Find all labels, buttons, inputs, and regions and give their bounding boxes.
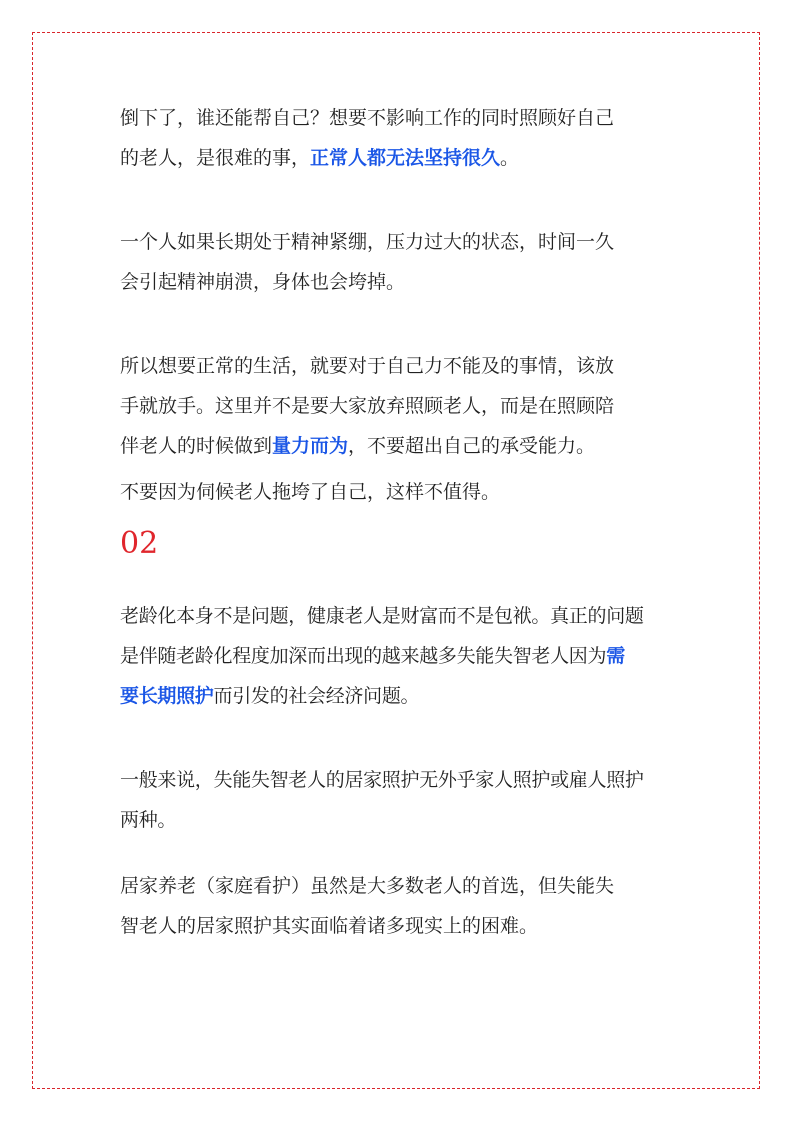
text: 伴老人的时候做到 bbox=[120, 435, 273, 457]
text: 的老人，是很难的事， bbox=[120, 147, 311, 169]
paragraph-6 bbox=[120, 760, 680, 840]
paragraph-5-line-3 bbox=[120, 676, 680, 716]
paragraph-5-line-1: 老龄化本身不是问题，健康老人是财富而不是包袱。真正的问题 bbox=[120, 605, 644, 627]
paragraph-7 bbox=[120, 866, 680, 946]
highlight-text: 要长期照护 bbox=[120, 685, 214, 707]
highlight-text: 量力而为 bbox=[272, 435, 349, 457]
paragraph-1-line-1: 倒下了，谁还能帮自己？想要不影响工作的同时照顾好自己 bbox=[120, 107, 615, 129]
paragraph-1-line-2 bbox=[120, 138, 680, 178]
paragraph-2-line-2: 会引起精神崩溃，身体也会垮掉。 bbox=[120, 271, 406, 293]
paragraph-3-line-2: 手就放手。这里并不是要大家放弃照顾老人，而是在照顾陪 bbox=[120, 395, 615, 417]
highlight-text: 正常人都无法坚持很久 bbox=[310, 147, 501, 169]
paragraph-3-line-1: 所以想要正常的生活，就要对于自己力不能及的事情，该放 bbox=[120, 355, 615, 377]
text: 而引发的社会经济问题。 bbox=[213, 685, 420, 707]
paragraph-7-line-1: 居家养老（家庭看护）虽然是大多数老人的首选，但失能失 bbox=[120, 875, 615, 897]
paragraph-5-line-2 bbox=[120, 636, 680, 676]
paragraph-3 bbox=[120, 346, 680, 466]
text: 是伴随老龄化程度加深而出现的越来越多失能失智老人因为 bbox=[120, 645, 607, 667]
paragraph-5 bbox=[120, 596, 680, 716]
paragraph-7-line-2: 智老人的居家照护其实面临着诸多现实上的困难。 bbox=[120, 915, 539, 937]
paragraph-4-line-1: 不要因为伺候老人拖垮了自己，这样不值得。 bbox=[120, 481, 501, 503]
paragraph-3-line-3 bbox=[120, 426, 680, 466]
paragraph-2 bbox=[120, 222, 680, 302]
highlight-text: 需 bbox=[606, 645, 625, 667]
paragraph-2-line-1: 一个人如果长期处于精神紧绷，压力过大的状态，时间一久 bbox=[120, 231, 615, 253]
text: 。 bbox=[500, 147, 520, 169]
text: ，不要超出自己的承受能力。 bbox=[348, 435, 596, 457]
paragraph-4 bbox=[120, 472, 680, 512]
paragraph-6-line-2: 两种。 bbox=[120, 809, 177, 831]
section-number: 02 bbox=[120, 526, 159, 561]
paragraph-6-line-1: 一般来说，失能失智老人的居家照护无外乎家人照护或雇人照护 bbox=[120, 769, 644, 791]
paragraph-1 bbox=[120, 98, 680, 178]
